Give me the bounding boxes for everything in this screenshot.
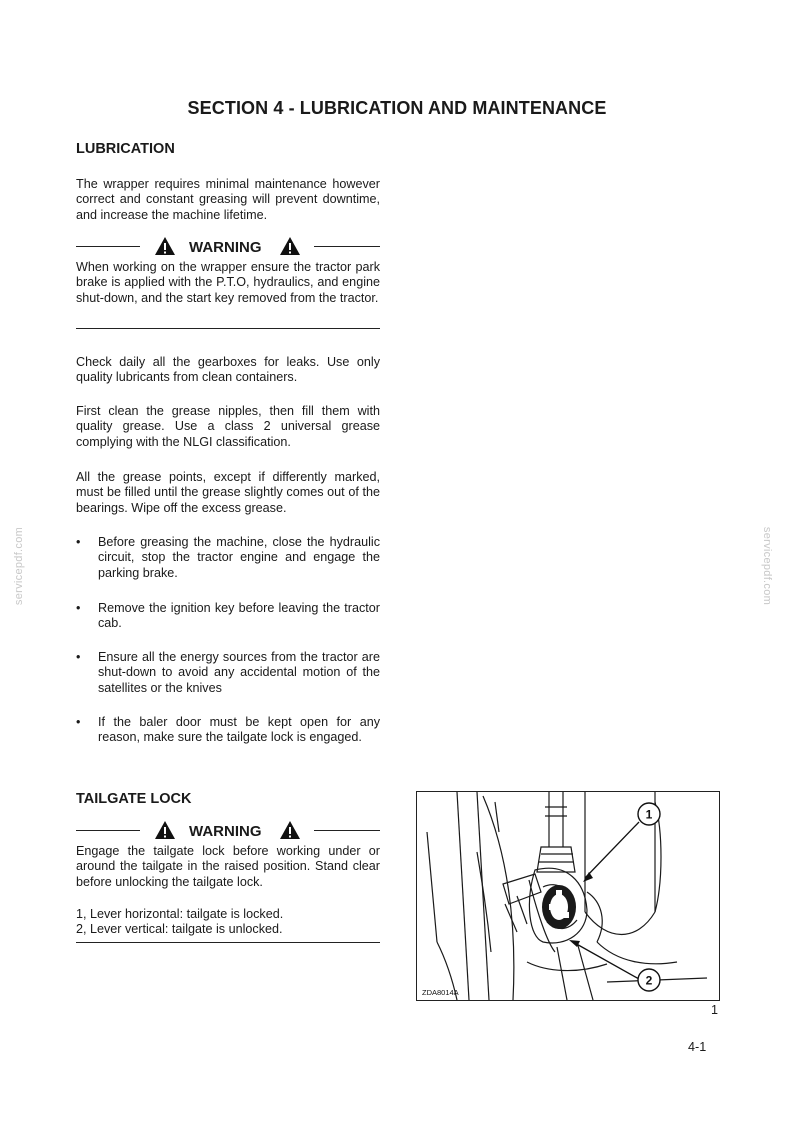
- watermark-right: servicepdf.com: [761, 526, 774, 606]
- warning-triangle-icon: [154, 236, 176, 256]
- bullet-marker: •: [76, 650, 81, 664]
- bullet-marker: •: [76, 535, 81, 549]
- bullet-item: Remove the ignition key before leaving the tractor cab.: [98, 601, 380, 631]
- page-number: 4-1: [688, 1040, 707, 1054]
- callout-1-label: 1: [645, 807, 653, 822]
- tailgate-line-2: 2, Lever vertical: tailgate is unlocked.: [76, 922, 283, 936]
- warning-triangle-icon: [279, 236, 301, 256]
- paragraph-grease-nipples: First clean the grease nipples, then fill them with quality grease. Use a class 2 universal grease complying with the NLGI classification.: [76, 404, 380, 449]
- warning-label: WARNING: [189, 823, 262, 840]
- watermark-left: servicepdf.com: [13, 526, 26, 606]
- warning-text: When working on the wrapper ensure the tractor park brake is applied with the P.T.O, hydraulics, and engine shut-down, and the start key removed from the tractor.: [76, 260, 380, 305]
- paragraph-gearboxes: Check daily all the gearboxes for leaks. Use only quality lubricants from clean containers.: [76, 355, 380, 385]
- warning-rule-left: [76, 830, 140, 831]
- bullet-item: Before greasing the machine, close the hydraulic circuit, stop the tractor engine and engage the parking brake.: [98, 535, 380, 580]
- tailgate-heading: TAILGATE LOCK: [76, 791, 192, 807]
- warning-rule-left: [76, 246, 140, 247]
- tailgate-warning-text: Engage the tailgate lock before working under or around the tailgate in the raised position. Stand clear before unlocking the tailgate lock.: [76, 844, 380, 889]
- warning-banner: [76, 820, 380, 844]
- tailgate-lock-figure: [416, 791, 720, 1001]
- tailgate-end-rule: [76, 942, 380, 943]
- lubrication-intro: The wrapper requires minimal maintenance however correct and constant greasing will prevent downtime, and increase the machine lifetime.: [76, 177, 380, 222]
- warning-triangle-icon: [154, 820, 176, 840]
- bullet-marker: •: [76, 715, 81, 729]
- bullet-marker: •: [76, 601, 81, 615]
- figure-number: 1: [711, 1003, 719, 1017]
- warning-end-rule: [76, 328, 380, 329]
- paragraph-grease-points: All the grease points, except if differently marked, must be filled until the grease slightly comes out of the bearings. Wipe off the excess grease.: [76, 470, 380, 515]
- callout-2-label: 2: [645, 973, 653, 988]
- figure-code: ZDA8014A: [422, 988, 459, 997]
- warning-label: WARNING: [189, 239, 262, 256]
- bullet-item: Ensure all the energy sources from the tractor are shut-down to avoid any accidental motion of the satellites or the knives: [98, 650, 380, 695]
- lubrication-heading: LUBRICATION: [76, 141, 175, 157]
- bullet-item: If the baler door must be kept open for any reason, make sure the tailgate lock is engaged.: [98, 715, 380, 745]
- warning-triangle-icon: [279, 820, 301, 840]
- warning-rule-right: [314, 830, 380, 831]
- warning-banner: [76, 236, 380, 260]
- section-title: SECTION 4 - LUBRICATION AND MAINTENANCE: [187, 98, 607, 118]
- tailgate-line-1: 1, Lever horizontal: tailgate is locked.: [76, 907, 284, 921]
- warning-rule-right: [314, 246, 380, 247]
- tailgate-lock-illustration: [417, 792, 719, 1000]
